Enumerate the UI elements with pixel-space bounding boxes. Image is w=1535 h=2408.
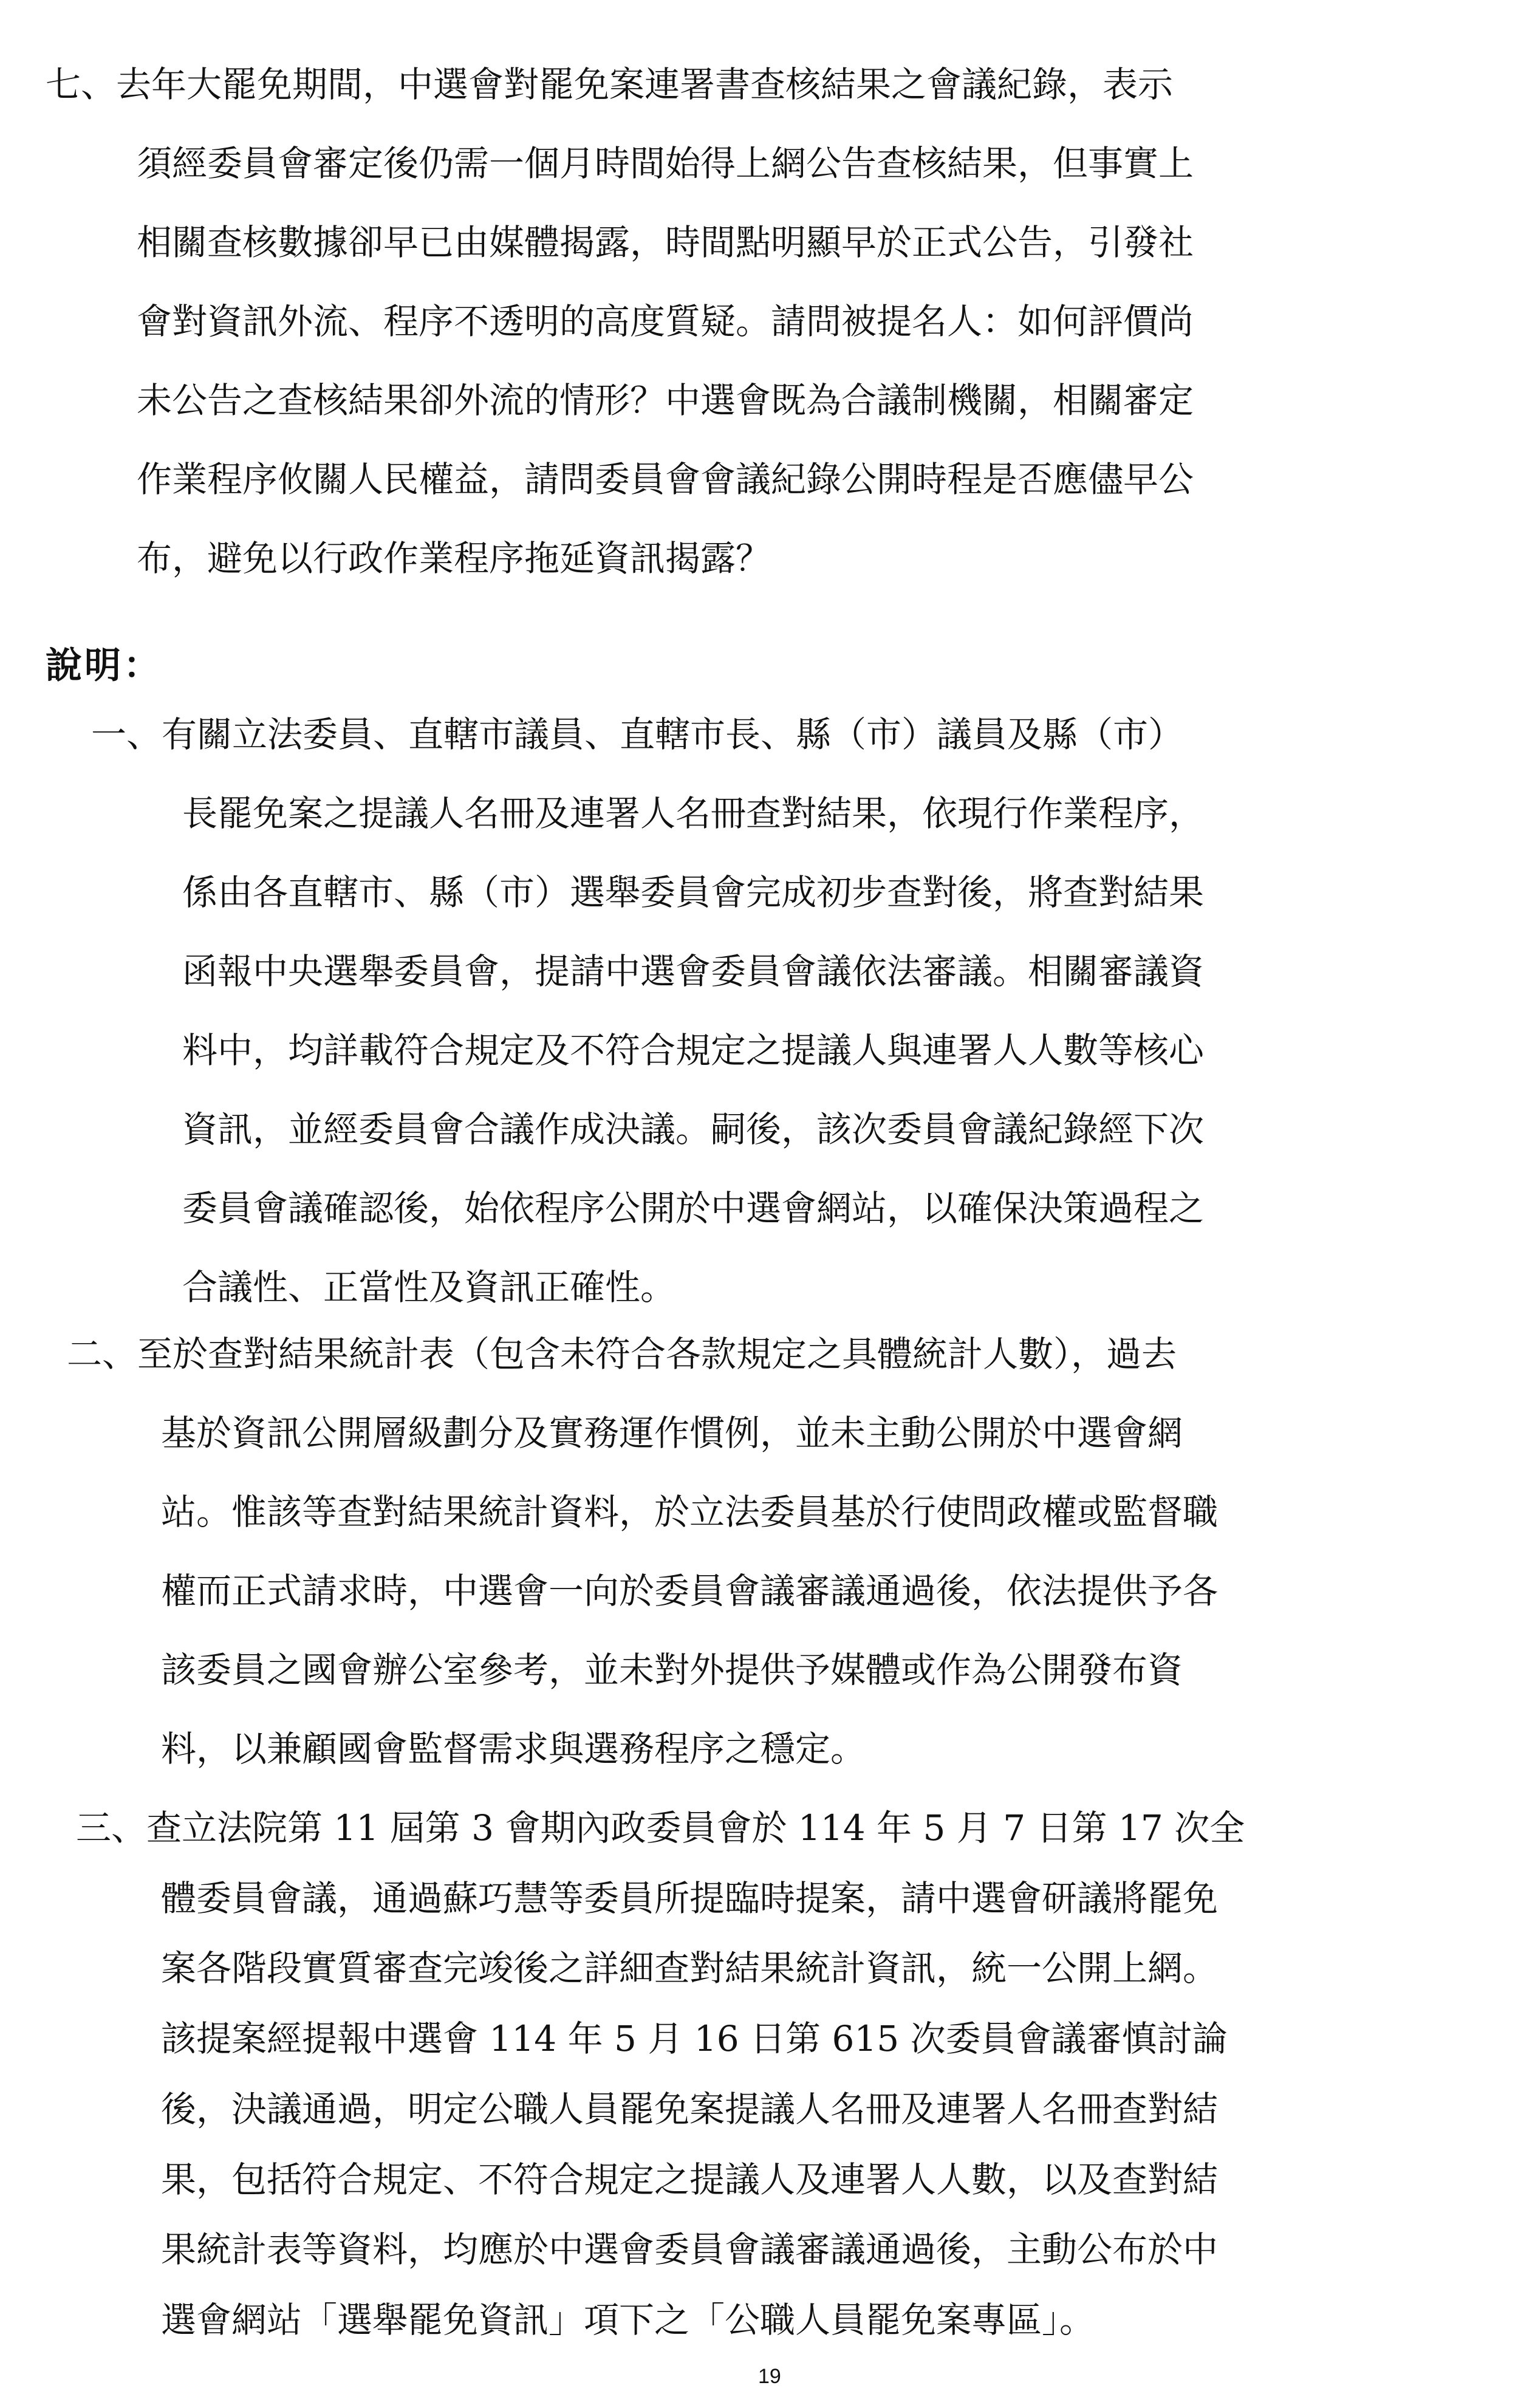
explanation-heading: 說明： (46, 645, 162, 687)
q7-line-2: 須經委員會審定後仍需一個月時間始得上網公告查核結果，但事實上 (137, 143, 1194, 184)
s2-line-2: 基於資訊公開層級劃分及實務運作慣例，並未主動公開於中選會網 (161, 1412, 1183, 1454)
q7-line-5: 未公告之查核結果卻外流的情形？中選會既為合議制機關，相關審定 (137, 380, 1194, 421)
s1-line-5: 料中，均詳載符合規定及不符合規定之提議人與連署人人數等核心 (182, 1030, 1205, 1071)
s3-line-5: 後，決議通過，明定公職人員罷免案提議人名冊及連署人名冊查對結 (161, 2088, 1219, 2130)
s3-line-6: 果，包括符合規定、不符合規定之提議人及連署人人數，以及查對結 (161, 2159, 1219, 2200)
q7-line-3: 相關查核數據卻早已由媒體揭露，時間點明顯早於正式公告，引發社 (137, 222, 1194, 263)
s2-line-4: 權而正式請求時，中選會一向於委員會議審議通過後，依法提供予各 (161, 1570, 1219, 1612)
s2-line-1: 二、至於查對結果統計表（包含未符合各款規定之具體統計人數），過去 (67, 1333, 1177, 1375)
s1-line-8: 合議性、正當性及資訊正確性。 (182, 1267, 676, 1308)
q7-line-4: 會對資訊外流、程序不透明的高度質疑。請問被提名人：如何評價尚 (137, 301, 1194, 342)
page-number: 19 (758, 2365, 781, 2388)
s1-line-4: 函報中央選舉委員會，提請中選會委員會議依法審議。相關審議資 (182, 951, 1205, 992)
q7-line-7: 布，避免以行政作業程序拖延資訊揭露？ (137, 538, 771, 579)
s3-line-1: 三、查立法院第 11 屆第 3 會期內政委員會於 114 年 5 月 7 日第 17 次全 (76, 1807, 1245, 1849)
s1-line-7: 委員會議確認後，始依程序公開於中選會網站，以確保決策過程之 (182, 1188, 1205, 1229)
s3-line-7: 果統計表等資料，均應於中選會委員會議審議通過後，主動公布於中 (161, 2229, 1219, 2270)
s2-line-3: 站。惟該等查對結果統計資料，於立法委員基於行使問政權或監督職 (161, 1491, 1219, 1533)
s3-line-8: 選會網站「選舉罷免資訊」項下之「公職人員罷免案專區」。 (161, 2299, 1095, 2341)
q7-line-1: 七、去年大罷免期間，中選會對罷免案連署書查核結果之會議紀錄，表示 (46, 64, 1174, 105)
s1-line-6: 資訊，並經委員會合議作成決議。嗣後，該次委員會議紀錄經下次 (182, 1109, 1205, 1150)
s2-line-6: 料，以兼顧國會監督需求與選務程序之穩定。 (161, 1728, 866, 1770)
q7-line-6: 作業程序攸關人民權益，請問委員會會議紀錄公開時程是否應儘早公 (137, 459, 1194, 500)
s3-line-2: 體委員會議，通過蘇巧慧等委員所提臨時提案，請中選會研議將罷免 (161, 1878, 1219, 1919)
s1-line-1: 一、有關立法委員、直轄市議員、直轄市長、縣（市）議員及縣（市） (91, 714, 1184, 755)
s3-line-4: 該提案經提報中選會 114 年 5 月 16 日第 615 次委員會議審慎討論 (161, 2018, 1228, 2059)
s3-line-3: 案各階段實質審查完竣後之詳細查對結果統計資訊，統一公開上網。 (161, 1948, 1219, 1989)
s1-line-3: 係由各直轄市、縣（市）選舉委員會完成初步查對後，將查對結果 (182, 872, 1205, 913)
s1-line-2: 長罷免案之提議人名冊及連署人名冊查對結果，依現行作業程序， (182, 793, 1205, 834)
s2-line-5: 該委員之國會辦公室參考，並未對外提供予媒體或作為公開發布資 (161, 1649, 1183, 1691)
